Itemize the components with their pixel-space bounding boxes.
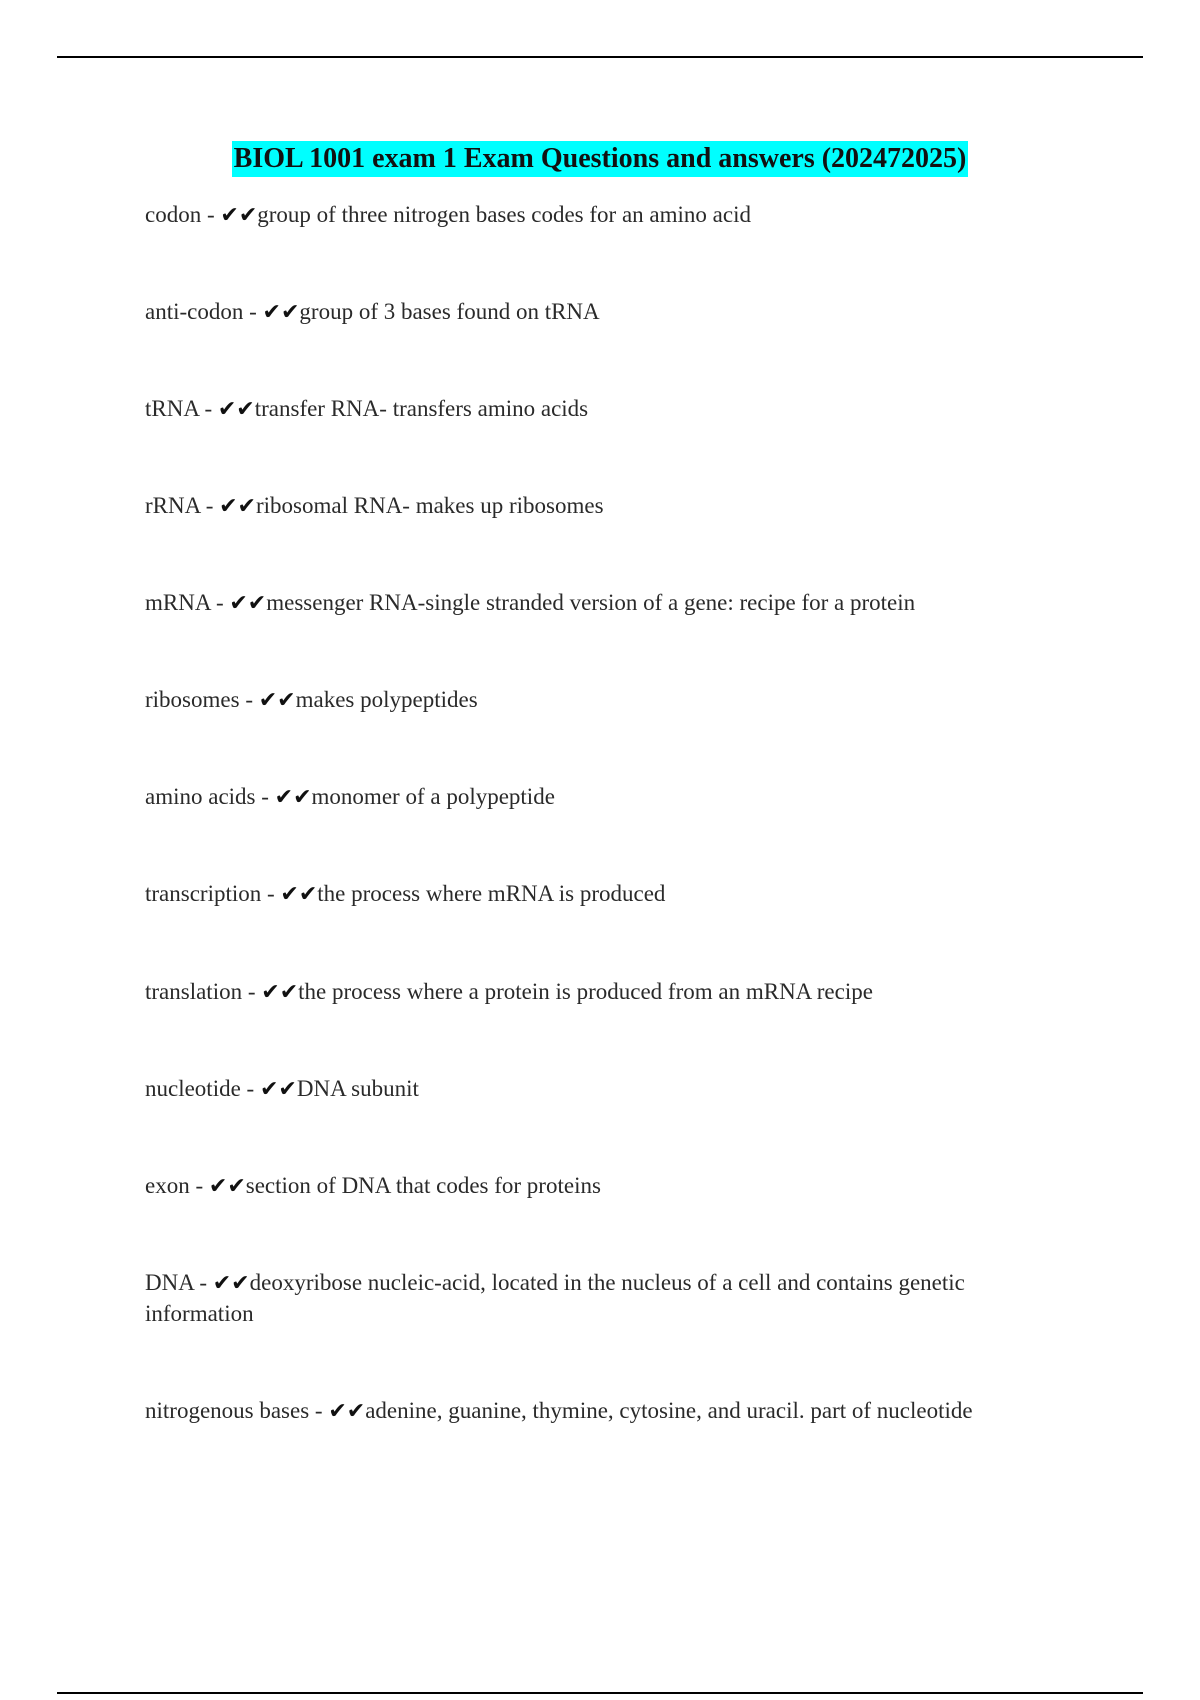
entry-separator: - bbox=[242, 979, 262, 1004]
entry-definition: section of DNA that codes for proteins bbox=[245, 1173, 601, 1198]
entry-codon bbox=[145, 200, 1045, 231]
entry-ribosomes bbox=[145, 685, 1045, 716]
entry-definition: group of 3 bases found on tRNA bbox=[299, 299, 600, 324]
double-check-icon: ✔✔ bbox=[258, 688, 296, 713]
entry-separator: - bbox=[198, 396, 218, 421]
document-title: BIOL 1001 exam 1 Exam Questions and answers (202472025) bbox=[232, 141, 969, 177]
entry-amino-acids bbox=[145, 782, 1045, 813]
entry-transcription bbox=[145, 879, 1045, 910]
entry-separator: - bbox=[210, 590, 230, 615]
entry-definition: adenine, guanine, thymine, cytosine, and uracil. part of nucleotide bbox=[365, 1398, 973, 1423]
entry-term: DNA bbox=[145, 1270, 194, 1295]
entry-separator: - bbox=[243, 299, 263, 324]
double-check-icon: ✔✔ bbox=[208, 1174, 246, 1199]
entry-separator: - bbox=[240, 1076, 260, 1101]
double-check-icon: ✔✔ bbox=[219, 494, 256, 519]
double-check-icon: ✔✔ bbox=[220, 203, 258, 228]
double-check-icon: ✔✔ bbox=[229, 591, 267, 616]
double-check-icon: ✔✔ bbox=[259, 1077, 297, 1102]
entry-term: anti-codon bbox=[145, 299, 244, 324]
entry-definition: transfer RNA- transfers amino acids bbox=[254, 396, 589, 421]
double-check-icon: ✔✔ bbox=[262, 300, 300, 325]
entry-trna bbox=[145, 394, 1045, 425]
entry-term: nucleotide bbox=[145, 1076, 241, 1101]
double-check-icon: ✔✔ bbox=[274, 785, 312, 810]
entry-definition: the process where mRNA is produced bbox=[317, 881, 666, 906]
entry-definition: monomer of a polypeptide bbox=[311, 784, 555, 809]
entry-anti-codon bbox=[145, 297, 1045, 328]
entry-definition: ribosomal RNA- makes up ribosomes bbox=[256, 493, 604, 518]
entry-separator: - bbox=[309, 1398, 329, 1423]
entry-term: mRNA bbox=[145, 590, 211, 615]
entry-definition: deoxyribose nucleic-acid, located in the nucleus of a cell and contains genetic information bbox=[145, 1270, 965, 1326]
entry-separator: - bbox=[189, 1173, 209, 1198]
double-check-icon: ✔✔ bbox=[261, 980, 299, 1005]
entry-separator: - bbox=[199, 493, 220, 518]
entry-exon bbox=[145, 1171, 1045, 1202]
entry-mrna bbox=[145, 588, 1045, 619]
entry-translation bbox=[145, 977, 1045, 1008]
entry-term: nitrogenous bases bbox=[145, 1398, 310, 1423]
entry-separator: - bbox=[193, 1270, 213, 1295]
double-check-icon: ✔✔ bbox=[217, 397, 255, 422]
entry-separator: - bbox=[239, 687, 259, 712]
entry-dna bbox=[145, 1268, 1045, 1329]
entry-definition: DNA subunit bbox=[296, 1076, 419, 1101]
entry-term: exon bbox=[145, 1173, 190, 1198]
entry-term: transcription bbox=[145, 881, 262, 906]
double-check-icon: ✔✔ bbox=[280, 882, 318, 907]
entry-separator: - bbox=[255, 784, 275, 809]
double-check-icon: ✔✔ bbox=[212, 1271, 250, 1296]
entry-definition: group of three nitrogen bases codes for an amino acid bbox=[257, 202, 751, 227]
entry-term: tRNA bbox=[145, 396, 199, 421]
entry-nucleotide bbox=[145, 1074, 1045, 1105]
entry-term: ribosomes bbox=[145, 687, 240, 712]
top-rule bbox=[57, 56, 1143, 58]
entry-term: codon bbox=[145, 202, 202, 227]
entry-term: translation bbox=[145, 979, 243, 1004]
entry-definition: makes polypeptides bbox=[295, 687, 478, 712]
entry-term: amino acids bbox=[145, 784, 256, 809]
entry-separator: - bbox=[261, 881, 281, 906]
entry-rrna bbox=[145, 491, 1045, 522]
entry-term: rRNA bbox=[145, 493, 200, 518]
double-check-icon: ✔✔ bbox=[328, 1399, 366, 1424]
title-container bbox=[0, 141, 1200, 177]
entry-nitrogenous-bases bbox=[145, 1396, 1045, 1427]
bottom-rule bbox=[57, 1692, 1143, 1694]
entry-separator: - bbox=[201, 202, 221, 227]
entry-definition: messenger RNA-single stranded version of a gene: recipe for a protein bbox=[266, 590, 916, 615]
entry-definition: the process where a protein is produced from an mRNA recipe bbox=[298, 979, 873, 1004]
